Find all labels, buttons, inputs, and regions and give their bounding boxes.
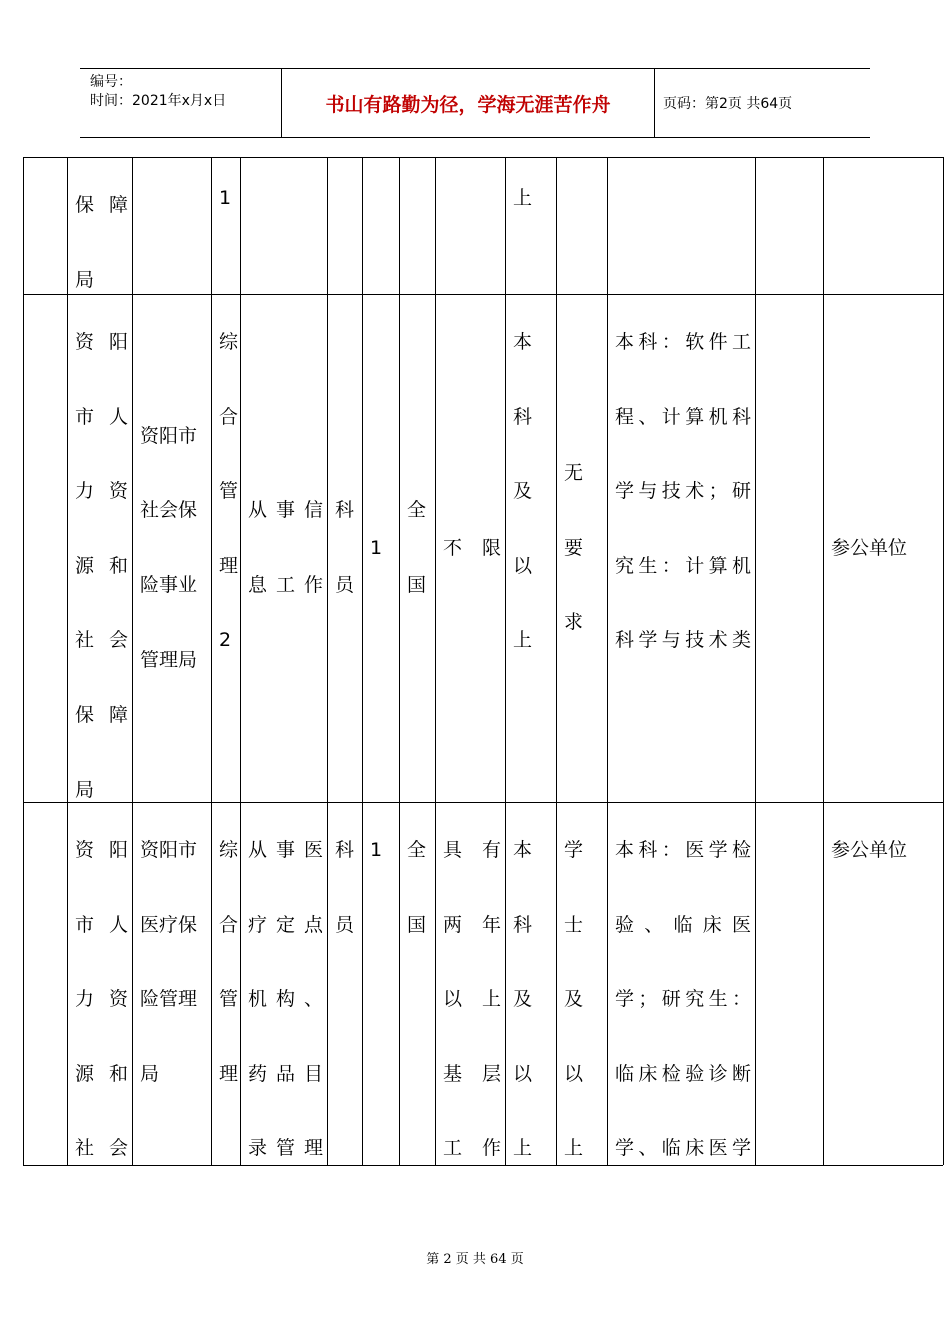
cell-line: 员	[335, 574, 355, 596]
cell-line: 药品目	[248, 1062, 323, 1085]
table-cell-experience	[435, 294, 505, 802]
cell-line: 科	[513, 405, 533, 428]
cell-line: 社 会	[75, 1137, 128, 1160]
serial-label: 编号：	[90, 74, 132, 90]
header-page-info: 页码：第2页 共64页	[663, 96, 793, 112]
cell-line: 程、计算机科	[615, 405, 751, 428]
cell-line: 无	[564, 462, 584, 485]
cell-line: 保 障	[75, 194, 128, 216]
cell-line: 员	[335, 913, 355, 936]
cell-line: 保 障	[75, 703, 128, 726]
table-gridline	[23, 157, 24, 1165]
cell-line: 及	[513, 480, 533, 503]
cell-line: 1	[370, 536, 383, 559]
cell-line: 管	[219, 988, 239, 1011]
cell-line: 本科：医学检	[615, 839, 751, 861]
cell-line: 上	[513, 187, 533, 209]
cell-line: 源 和	[75, 1062, 128, 1085]
cell-line: 综	[219, 331, 239, 353]
cell-line: 国	[407, 574, 427, 596]
table-cell-degree	[556, 294, 607, 802]
table-cell-unit	[132, 294, 211, 802]
table-cell-experience	[435, 802, 505, 1165]
cell-line: 险管理	[140, 988, 198, 1011]
table-cell-region	[399, 157, 435, 294]
cell-line: 力 资	[75, 480, 128, 503]
cell-line: 及	[564, 988, 584, 1011]
cell-line: 具 有	[443, 839, 501, 861]
table-cell-remark	[823, 802, 943, 1165]
cell-line: 科	[513, 913, 533, 936]
table-cell-dept	[67, 157, 132, 294]
cell-line: 源 和	[75, 554, 128, 577]
cell-line: 机构、	[248, 988, 323, 1011]
cell-line: 险事业	[140, 574, 198, 596]
table-cell-dept	[67, 294, 132, 802]
cell-line: 局	[140, 1062, 160, 1085]
header-divider	[654, 69, 655, 137]
cell-line: 本	[513, 331, 533, 353]
cell-line: 资阳市	[140, 839, 198, 861]
table-cell-count	[362, 802, 399, 1165]
table-cell-major	[607, 157, 755, 294]
cell-line: 2	[219, 629, 232, 652]
cell-line: 参公单位	[831, 536, 908, 559]
cell-line: 局	[75, 268, 95, 291]
header-meta	[90, 73, 226, 111]
cell-line: 社 会	[75, 629, 128, 652]
table-cell-region	[399, 294, 435, 802]
cell-line: 从事医	[248, 839, 323, 861]
table-cell-duty	[240, 294, 327, 802]
table-cell-position	[211, 294, 240, 802]
table-gridline	[943, 157, 944, 1165]
cell-line: 基 层	[443, 1062, 501, 1085]
cell-line: 士	[564, 913, 584, 936]
cell-line: 科	[335, 839, 355, 861]
cell-line: 全	[407, 499, 427, 522]
cell-line: 以	[513, 1062, 533, 1085]
table-cell-count	[362, 157, 399, 294]
cell-line: 合	[219, 913, 239, 936]
cell-line: 究生：计算机	[615, 554, 751, 577]
cell-line: 临床检验诊断	[615, 1062, 751, 1085]
table-cell-education	[505, 157, 556, 294]
cell-line: 资 阳	[75, 331, 128, 353]
cell-line: 力 资	[75, 988, 128, 1011]
table-cell-dept	[67, 802, 132, 1165]
table-cell-major	[607, 294, 755, 802]
time-label: 时间：2021年x月x日	[90, 93, 227, 109]
cell-line: 科学与技术类	[615, 629, 751, 652]
cell-line: 全	[407, 839, 427, 861]
cell-line: 工 作	[443, 1137, 501, 1160]
cell-line: 上	[513, 629, 533, 652]
table-cell-education	[505, 802, 556, 1165]
cell-line: 参公单位	[831, 839, 908, 861]
table-cell-duty	[240, 157, 327, 294]
header-motto: 书山有路勤为径，学海无涯苦作舟	[325, 93, 611, 116]
cell-line: 理	[219, 554, 239, 577]
cell-line: 两 年	[443, 913, 501, 936]
cell-line: 1	[219, 187, 232, 209]
table-cell-position	[211, 802, 240, 1165]
cell-line: 本科：软件工	[615, 331, 751, 353]
cell-line: 录管理	[248, 1137, 323, 1160]
cell-line: 理	[219, 1062, 239, 1085]
table-cell-position	[211, 157, 240, 294]
table-cell-other	[755, 294, 823, 802]
table-cell-duty	[240, 802, 327, 1165]
cell-line: 学；研究生：	[615, 988, 751, 1011]
table-cell-remark	[823, 294, 943, 802]
cell-line: 国	[407, 913, 427, 936]
recruitment-table	[23, 157, 943, 1165]
cell-line: 上	[513, 1137, 533, 1160]
table-cell-other	[755, 802, 823, 1165]
page-footer: 第 2 页 共 64 页	[426, 1252, 524, 1267]
table-gridline	[23, 1165, 943, 1166]
cell-line: 管	[219, 480, 239, 503]
table-cell-degree	[556, 802, 607, 1165]
cell-line: 综	[219, 839, 239, 861]
cell-line: 学与技术；研	[615, 480, 751, 503]
cell-line: 不限	[443, 536, 501, 559]
cell-line: 以 上	[443, 988, 501, 1011]
cell-line: 市 人	[75, 913, 128, 936]
cell-line: 要	[564, 536, 584, 559]
cell-line: 局	[75, 778, 95, 801]
cell-line: 本	[513, 839, 533, 861]
cell-line: 医疗保	[140, 913, 198, 936]
cell-line: 验、临床医	[615, 913, 751, 936]
table-cell-remark	[823, 157, 943, 294]
cell-line: 从事信	[248, 499, 323, 522]
table-cell-experience	[435, 157, 505, 294]
cell-line: 1	[370, 839, 383, 861]
cell-line: 管理局	[140, 648, 198, 671]
table-cell-unit	[132, 157, 211, 294]
cell-line: 市 人	[75, 405, 128, 428]
table-cell-region	[399, 802, 435, 1165]
cell-line: 求	[564, 611, 584, 634]
cell-line: 资阳市	[140, 424, 198, 447]
table-cell-count	[362, 294, 399, 802]
table-cell-degree	[556, 157, 607, 294]
cell-line: 以	[513, 554, 533, 577]
cell-line: 科	[335, 499, 355, 522]
cell-line: 学、临床医学	[615, 1137, 751, 1160]
table-cell-level	[327, 294, 362, 802]
cell-line: 社会保	[140, 499, 198, 522]
table-cell-level	[327, 802, 362, 1165]
cell-line: 上	[564, 1137, 584, 1160]
table-cell-level	[327, 157, 362, 294]
cell-line: 合	[219, 405, 239, 428]
cell-line: 学	[564, 839, 584, 861]
cell-line: 及	[513, 988, 533, 1011]
table-cell-other	[755, 157, 823, 294]
table-cell-major	[607, 802, 755, 1165]
table-cell-education	[505, 294, 556, 802]
page-header	[80, 68, 870, 138]
cell-line: 以	[564, 1062, 584, 1085]
cell-line: 息工作	[248, 574, 323, 596]
cell-line: 疗定点	[248, 913, 323, 936]
table-cell-unit	[132, 802, 211, 1165]
cell-line: 资 阳	[75, 839, 128, 861]
